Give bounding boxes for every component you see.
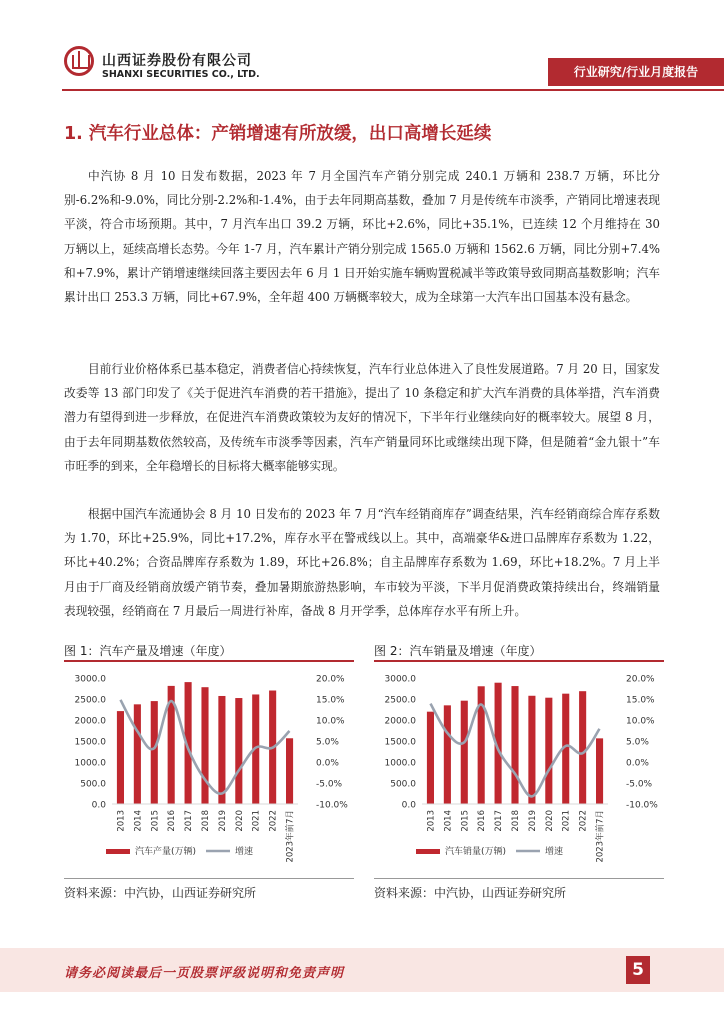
legend-bar-label: 汽车销量(万辆) — [445, 847, 507, 857]
left-tick-label: 2500.0 — [384, 695, 416, 706]
figure-2-svg — [376, 664, 662, 870]
bar-2014 — [134, 704, 141, 804]
report-type-tag: 行业研究/行业月度报告 — [548, 58, 724, 86]
left-tick-label: 2000.0 — [384, 716, 416, 727]
category-label: 2017 — [184, 810, 195, 832]
page-number: 5 — [626, 956, 650, 984]
left-tick-label: 500.0 — [390, 779, 416, 790]
category-label: 2018 — [511, 810, 521, 832]
page-header — [0, 0, 724, 92]
figure-1-svg — [66, 664, 352, 870]
legend-bar-swatch — [106, 849, 130, 854]
category-label: 2021 — [251, 810, 262, 832]
figure-2-source: 资料来源：中汽协，山西证券研究所 — [374, 886, 567, 900]
category-label: 2017 — [494, 810, 505, 832]
company-name-en: SHANXI SECURITIES CO., LTD. — [102, 69, 260, 80]
left-tick-label: 0.0 — [401, 800, 416, 811]
right-tick-label: 0.0% — [316, 758, 339, 769]
category-label: 2015 — [150, 810, 161, 832]
figure-2-title: 图 2：汽车销量及增速（年度） — [374, 644, 542, 658]
section-title: 1. 汽车行业总体：产销增速有所放缓，出口高增长延续 — [64, 124, 492, 144]
bar-2022 — [579, 691, 586, 804]
right-tick-label: 20.0% — [316, 674, 345, 685]
left-tick-label: 1500.0 — [384, 737, 416, 748]
left-tick-label: 1000.0 — [74, 758, 106, 769]
right-tick-label: 10.0% — [626, 716, 655, 727]
legend-bar-label: 汽车产量(万辆) — [135, 847, 197, 857]
paragraph-3: 根据中国汽车流通协会 8 月 10 日发布的 2023 年 7 月“汽车经销商库存”调查结果，汽车经销商综合库存系数为 1.70，环比+25.9%，同比+17.2%，库存水平在警戒线以上。其中，高端豪华&进口品牌库存系数为 1.22，环比+40.2%；合资品牌库存系数为 1.89，环比+26.8%；自主品牌库存系数为 1.69，环比+18.2%。7 月上半月由于厂商及经销商放缓产销节奏，叠加暑期旅游热影响，车市较为平淡，下半月促消费政策持续出台，终端销量表现较强，经销商在 7 月最后一周进行补库，备战 8 月开学季，总体库存水平有所上升。 — [64, 507, 660, 618]
right-tick-label: 5.0% — [626, 737, 649, 748]
figure-2-chart — [376, 664, 662, 870]
category-label: 2022 — [578, 810, 589, 832]
category-label: 2014 — [443, 810, 454, 832]
right-tick-label: 5.0% — [316, 737, 339, 748]
category-label: 2013 — [426, 810, 437, 832]
bar-2020 — [545, 698, 552, 804]
bar-2013 — [117, 711, 124, 804]
right-tick-label: -10.0% — [626, 800, 658, 811]
right-tick-label: 15.0% — [316, 695, 345, 706]
figure-2-title-rule — [374, 660, 664, 662]
paragraph-2: 目前行业价格体系已基本稳定，消费者信心持续恢复，汽车行业总体进入了良性发展道路。7 月 20 日，国家发改委等 13 部门印发了《关于促进汽车消费的若干措施》，提出了 10 条稳定和扩大汽车消费的具体举措，汽车消费潜力有望得到进一步释放，在促进汽车消费政策较为友好的情况下，下半年行业继续向好的概率较大。展望 8 月，由于去年同期基数依然较高，及传统车市淡季等因素，汽车产销量同环比或继续出现下降，但是随着“金九银十”车市旺季的到来，全年稳增长的目标将大概率能够实现。 — [64, 362, 660, 473]
category-label: 2023年前7月 — [285, 810, 296, 863]
figure-1-title: 图 1：汽车产量及增速（年度） — [64, 644, 232, 658]
figure-2-source-rule — [374, 878, 664, 879]
category-label: 2016 — [477, 810, 488, 832]
right-tick-label: 10.0% — [316, 716, 345, 727]
category-label: 2014 — [133, 810, 144, 832]
left-tick-label: 2500.0 — [74, 695, 106, 706]
figure-1-title-rule — [64, 660, 354, 662]
footer-disclaimer: 请务必阅读最后一页股票评级说明和免责声明 — [64, 966, 345, 981]
bar-2015 — [461, 701, 468, 804]
right-tick-label: 15.0% — [626, 695, 655, 706]
company-logo-icon — [64, 46, 94, 76]
bar-2013 — [427, 712, 434, 804]
bar-2023年前7月 — [286, 738, 293, 804]
page-footer — [0, 948, 724, 992]
bar-2014 — [444, 705, 451, 804]
company-name-cn: 山西证券股份有限公司 — [102, 53, 252, 69]
right-tick-label: -5.0% — [626, 779, 653, 790]
right-tick-label: 0.0% — [626, 758, 649, 769]
bar-2019 — [218, 696, 225, 804]
right-tick-label: -5.0% — [316, 779, 343, 790]
bar-2018 — [511, 686, 518, 804]
figure-1-source-rule — [64, 878, 354, 879]
category-label: 2018 — [201, 810, 211, 832]
paragraph-1: 中汽协 8 月 10 日发布数据，2023 年 7 月全国汽车产销分别完成 240.1 万辆和 238.7 万辆，环比分别-6.2%和-9.0%，同比分别-2.2%和-1.4%，由于去年同期高基数，叠加 7 月是传统车市淡季，产销同比增速表现平淡，符合市场预期。其中，7 月汽车出口 39.2 万辆，环比+2.6%，同比+35.1%，已连续 12 个月维持在 30 万辆以上，延续高增长态势。今年 1-7 月，汽车累计产销分别完成 1565.0 万辆和 1562.6 万辆，同比分别+7.4%和+7.9%，累计产销增速继续回落主要因去年 6 月 1 日开始实施车辆购置税减半等政策导致同期高基数影响；汽车累计出口 253.3 万辆，同比+67.9%，全年超 400 万辆概率较大，成为全球第一大汽车出口国基本没有悬念。 — [64, 169, 660, 305]
left-tick-label: 1000.0 — [384, 758, 416, 769]
left-tick-label: 3000.0 — [384, 674, 416, 685]
bar-2018 — [201, 687, 208, 804]
category-label: 2020 — [234, 810, 245, 832]
left-tick-label: 2000.0 — [74, 716, 106, 727]
left-tick-label: 1500.0 — [74, 737, 106, 748]
bar-2020 — [235, 698, 242, 804]
right-tick-label: -10.0% — [316, 800, 348, 811]
category-label: 2013 — [116, 810, 127, 832]
category-label: 2019 — [217, 810, 228, 832]
bar-2015 — [151, 701, 158, 804]
category-label: 2015 — [460, 810, 471, 832]
header-divider — [62, 89, 724, 91]
figure-1-source: 资料来源：中汽协，山西证券研究所 — [64, 886, 257, 900]
legend-line-label: 增速 — [235, 847, 254, 857]
category-label: 2023年前7月 — [595, 810, 606, 863]
figure-1-chart — [66, 664, 352, 870]
left-tick-label: 500.0 — [80, 779, 106, 790]
left-tick-label: 0.0 — [91, 800, 106, 811]
right-tick-label: 20.0% — [626, 674, 655, 685]
category-label: 2019 — [527, 810, 538, 832]
category-label: 2022 — [268, 810, 279, 832]
category-label: 2016 — [167, 810, 178, 832]
bar-2023年前7月 — [596, 738, 603, 804]
legend-bar-swatch — [416, 849, 440, 854]
left-tick-label: 3000.0 — [74, 674, 106, 685]
bar-2019 — [528, 696, 535, 804]
category-label: 2020 — [544, 810, 555, 832]
legend-line-label: 增速 — [545, 847, 564, 857]
category-label: 2021 — [561, 810, 572, 832]
